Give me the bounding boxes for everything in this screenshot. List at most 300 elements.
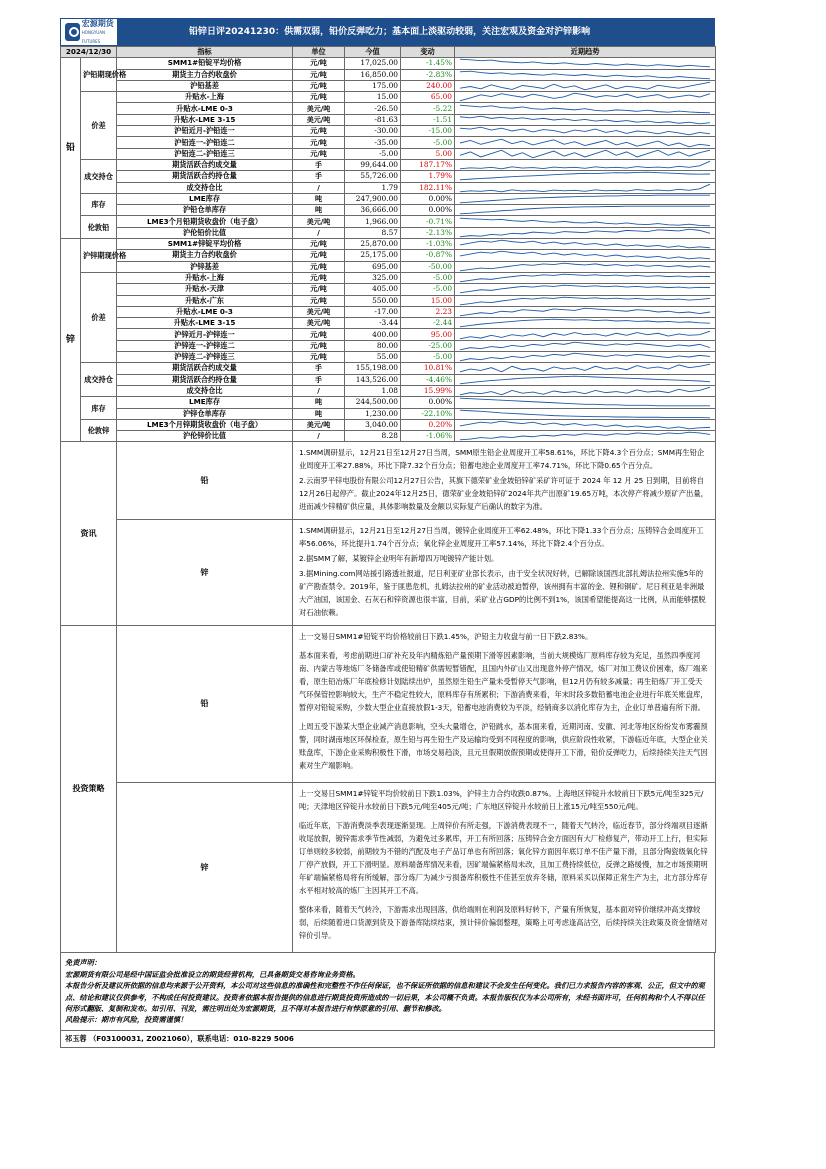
- trend-line-chart: [457, 420, 713, 430]
- indicator-change: 5.00: [401, 148, 455, 159]
- indicator-name: 沪铅连二-沪铅连三: [117, 148, 293, 159]
- indicator-unit: 吨: [293, 397, 345, 408]
- indicator-change: 0.20%: [401, 419, 455, 430]
- indicator-name: 升贴水-上海: [117, 92, 293, 103]
- report-page: [60, 18, 715, 1048]
- strategy-zinc-label: 锌: [117, 783, 293, 953]
- trend-line: [460, 297, 710, 305]
- indicator-change: -0.87%: [401, 250, 455, 261]
- trend-sparkline: [455, 239, 716, 250]
- trend-line-chart: [457, 296, 713, 306]
- indicator-name: 升贴水-LME 0-3: [117, 306, 293, 317]
- trend-line: [460, 399, 710, 407]
- indicator-change: -2.44: [401, 318, 455, 329]
- trend-line: [460, 263, 710, 271]
- trend-sparkline: [455, 205, 716, 216]
- indicator-unit: 元/吨: [293, 239, 345, 250]
- disclaimer-line-3: 风险提示：期市有风险，投资需谨慎！: [65, 1015, 188, 1025]
- strategy-zinc-p3: 整体来看，随着天气转冷，下游需求出现回落，供给端则在利润及原料好转下，产量有所恢复，基本面对锌价继续冲高支撑较弱，后续随着进口货源到货及下游备库陆续结束，预计锌价偏弱整理，策略上可考虑逢高沽空，后续持续关注政策及资金情绪对锌价引导。: [299, 905, 708, 941]
- indicator-name: LME库存: [117, 193, 293, 204]
- trend-sparkline: [455, 103, 716, 114]
- indicator-name: 升贴水-LME 3-15: [117, 318, 293, 329]
- indicator-unit: 元/吨: [293, 69, 345, 80]
- trend-sparkline: [455, 137, 716, 148]
- indicator-name: 成交持仓比: [117, 385, 293, 396]
- trend-sparkline: [455, 329, 716, 340]
- trend-line-chart: [457, 194, 713, 204]
- indicator-unit: 美元/吨: [293, 103, 345, 114]
- trend-line: [460, 274, 710, 282]
- table-row: [61, 239, 716, 250]
- news-lead-label: 铅: [117, 442, 293, 520]
- trend-sparkline: [455, 126, 716, 137]
- indicator-value: -26.50: [345, 103, 401, 114]
- trend-sparkline: [455, 272, 716, 283]
- indicator-change: 15.99%: [401, 385, 455, 396]
- table-row: [61, 397, 716, 408]
- trend-line: [460, 206, 710, 214]
- indicator-name: 沪铅近月-沪铅连一: [117, 126, 293, 137]
- table-row: [61, 329, 716, 340]
- trend-line-chart: [457, 92, 713, 102]
- indicator-unit: 手: [293, 171, 345, 182]
- indicator-change: 95.00: [401, 329, 455, 340]
- trend-line: [460, 218, 710, 226]
- strategy-row-lead: [61, 626, 716, 783]
- trend-sparkline: [455, 182, 716, 193]
- trend-line-chart: [457, 341, 713, 351]
- table-row: [61, 250, 716, 261]
- indicator-change: 2.23: [401, 306, 455, 317]
- indicator-value: -81.63: [345, 114, 401, 125]
- indicator-name: 沪伦铅价比值: [117, 227, 293, 238]
- trend-sparkline: [455, 352, 716, 363]
- group-label: 库存: [81, 397, 117, 420]
- group-label: 成交持仓: [81, 363, 117, 397]
- table-row: [61, 69, 716, 80]
- strategy-zinc-p2: 临近年底，下游消费淡季表现逐渐显现。上周锌价有所走强，下游消费表现不一，随着天气转冷，临近春节，部分终端项目逐渐收尾放假，镀锌需求季节性减弱，为避免过多累库，开工有所回落；压铸锌合金方面因有大厂检修复产，带动开工上行，但实际订单则较多较弱，前期较为不错的汽配及电子产品订单也有所回落；氧化锌方面因年底订单不佳产量下滑，且部分陶瓷级氧化锌厂停产放假，开工下滑明显。原料端备库情况来看，因矿端偏紧格局未改，且加工费持续低位，反弹之路缓慢，加之市场预期明年矿端偏紧格局将有所缓解，部分炼厂为减少亏损备库积极性不佳甚至放弃冬储，原料采买以保障正常生产为主，北方部分库存水平相对较高的炼厂主因其开工不高。: [299, 821, 708, 896]
- indicator-change: 15.00: [401, 295, 455, 306]
- indicator-value: 405.00: [345, 284, 401, 295]
- table-row: [61, 408, 716, 419]
- indicator-value: 175.00: [345, 80, 401, 91]
- trend-line-chart: [457, 262, 713, 272]
- indicator-change: -25.00: [401, 340, 455, 351]
- indicator-change: -50.00: [401, 261, 455, 272]
- trend-sparkline: [455, 227, 716, 238]
- col-change: 变动: [401, 47, 455, 58]
- indicator-value: 80.00: [345, 340, 401, 351]
- table-row: [61, 306, 716, 317]
- group-label: 沪铅期现价格: [81, 58, 117, 92]
- indicator-unit: 吨: [293, 193, 345, 204]
- trend-line-chart: [457, 171, 713, 181]
- indicator-value: 244,500.00: [345, 397, 401, 408]
- indicator-unit: 手: [293, 159, 345, 170]
- indicator-unit: 元/吨: [293, 295, 345, 306]
- indicator-name: 成交持仓比: [117, 182, 293, 193]
- group-label: 库存: [81, 193, 117, 216]
- indicator-name: 期货主力合约收盘价: [117, 69, 293, 80]
- trend-sparkline: [455, 80, 716, 91]
- trend-line-chart: [457, 70, 713, 80]
- group-label: 成交持仓: [81, 159, 117, 193]
- indicator-value: 155,198.00: [345, 363, 401, 374]
- news-lead-p1: 1.SMM调研显示，12月21日至12月27日当周，SMM原生铅企业周度开工率58.61%，环比下降4.3个百分点；SMM再生铅企业周度开工率27.88%，环比下降7.32个百分点；铅蓄电池企业周度开工率74.71%，环比下降0.65个百分点。: [299, 448, 705, 471]
- table-row: [61, 419, 716, 430]
- news-lead-text: [293, 442, 716, 520]
- indicator-change: 187.17%: [401, 159, 455, 170]
- indicator-name: 沪铅仓单库存: [117, 205, 293, 216]
- indicator-change: -15.00: [401, 126, 455, 137]
- indicator-value: -30.00: [345, 126, 401, 137]
- trend-line-chart: [457, 126, 713, 136]
- trend-line-chart: [457, 104, 713, 114]
- table-row: [61, 103, 716, 114]
- table-row: [61, 318, 716, 329]
- table-row: [61, 148, 716, 159]
- strategy-zinc-text: [293, 783, 716, 953]
- trend-line: [460, 195, 710, 203]
- indicator-name: LME3个月锌期货收盘价（电子盘）: [117, 419, 293, 430]
- trend-sparkline: [455, 92, 716, 103]
- trend-line: [460, 71, 710, 79]
- trend-line-chart: [457, 160, 713, 170]
- news-zinc-p3: 3.据Mining.com网站援引路透社报道，尼日利亚矿业部长表示，由于安全状况好转，已解除该国西北部扎姆法拉州实施5年的矿产勘查禁令。2019年，鉴于匪患危机，扎姆法拉州的矿业活动被迫暂停，该州拥有丰富的金、锂和铜矿。尼日利亚是非洲最大产油国，该国金、石灰石和锌资源也很丰富，目前，采矿业占GDP的比例不到1%，该国希望能提高这一比例，从而能够摆脱对石油依赖。: [299, 569, 706, 618]
- trend-line: [460, 410, 710, 418]
- table-row: [61, 261, 716, 272]
- indicator-name: 期货活跃合约持仓量: [117, 374, 293, 385]
- trend-sparkline: [455, 171, 716, 182]
- news-row-lead: [61, 442, 716, 520]
- table-row: [61, 295, 716, 306]
- group-label: 沪锌期现价格: [81, 239, 117, 273]
- trend-line-chart: [457, 115, 713, 125]
- table-row: [61, 340, 716, 351]
- indicator-change: -22.10%: [401, 408, 455, 419]
- table-row: [61, 58, 716, 69]
- indicator-unit: 美元/吨: [293, 216, 345, 227]
- indicator-unit: 元/吨: [293, 58, 345, 69]
- trend-sparkline: [455, 216, 716, 227]
- trend-sparkline: [455, 193, 716, 204]
- trend-sparkline: [455, 318, 716, 329]
- indicator-change: -1.51: [401, 114, 455, 125]
- logo-text: 宏源期货: [81, 18, 114, 28]
- trend-line: [460, 432, 710, 440]
- company-logo: [61, 19, 117, 45]
- indicator-change: -2.83%: [401, 69, 455, 80]
- indicator-unit: 元/吨: [293, 352, 345, 363]
- trend-sparkline: [455, 363, 716, 374]
- trend-line-chart: [457, 183, 713, 193]
- table-row: [61, 205, 716, 216]
- trend-line: [460, 161, 710, 169]
- table-row: [61, 159, 716, 170]
- indicator-unit: 元/吨: [293, 92, 345, 103]
- indicator-change: -5.00: [401, 352, 455, 363]
- indicator-unit: 元/吨: [293, 148, 345, 159]
- indicator-unit: 美元/吨: [293, 318, 345, 329]
- table-row: [61, 385, 716, 396]
- table-row: [61, 114, 716, 125]
- trend-line: [460, 376, 710, 384]
- trend-line: [460, 127, 710, 135]
- strategy-lead-p2: 基本面来看，考虑前期进口矿补充及年内精炼铅产量预期下滑等因素影响，当前大规模炼厂原料库存较为充足，虽然四季度河南、内蒙古等地炼厂冬储备库或使铅精矿供需短暂错配，且国内外矿山又出现意外停产情况，炼厂对加工费议价困难，炼厂端来看，原生铅冶炼厂年底检修计划陆续出炉，虽然原生铅生产量未受暂停天气影响，但12月仍有较多减量；再生铅炼厂开工受天气环保管控影响较大，生产不稳定性较大，原料库存有所累积；下游消费来看，年末时段多数铅蓄电池企业进行年底关账盘库，暂停对铅锭采购，少数大型企业直接放假1-3天，铅蓄电池消费较为平淡，经销商多以消化库存为主，企业订单普遍有所下滑。: [299, 651, 708, 713]
- indicator-change: 240.00: [401, 80, 455, 91]
- metal-label: 铅: [61, 58, 81, 239]
- trend-line-chart: [457, 375, 713, 385]
- indicator-value: 55,726.00: [345, 171, 401, 182]
- trend-line-chart: [457, 239, 713, 249]
- metal-label: 锌: [61, 239, 81, 442]
- trend-sparkline: [455, 148, 716, 159]
- indicator-unit: 美元/吨: [293, 306, 345, 317]
- indicator-change: 65.00: [401, 92, 455, 103]
- indicator-name: 升贴水-LME 3-15: [117, 114, 293, 125]
- table-row: [61, 227, 716, 238]
- table-row: [61, 431, 716, 442]
- indicator-value: -3.44: [345, 318, 401, 329]
- trend-line: [460, 308, 710, 316]
- indicator-change: -1.06%: [401, 431, 455, 442]
- trend-line-chart: [457, 397, 713, 407]
- indicator-unit: 元/吨: [293, 250, 345, 261]
- table-row: [61, 284, 716, 295]
- strategy-lead-text: [293, 626, 716, 783]
- report-header: [60, 18, 715, 46]
- report-title: 铅锌日评20241230：供需双弱，铅价反弹吃力；基本面上淡驱动较弱，关注宏观及资金对沪锌影响: [117, 19, 714, 45]
- indicator-change: -1.45%: [401, 58, 455, 69]
- group-label: 价差: [81, 272, 117, 362]
- trend-sparkline: [455, 159, 716, 170]
- indicator-name: 沪锌基差: [117, 261, 293, 272]
- indicator-name: 期货活跃合约成交量: [117, 363, 293, 374]
- table-row: [61, 126, 716, 137]
- disclaimer: [60, 953, 715, 1030]
- indicator-name: SMM1#铅锭平均价格: [117, 58, 293, 69]
- strategy-lead-p3: 上周五受下游某大型企业减产消息影响，空头大量增仓，沪铅跳水，基本面来看，近期河南、安徽、河北等地区纷纷发布雾霾预警，同时湖南地区环保检查，原生铅与再生铅生产及运输均受到不同程度的影响，供应阶段性收紧，下游临近年底，大型企业关账盘库，下游企业采购积极性下滑，市场交易趋淡，且元旦假期放假预期或使得开工下滑，铅价反弹吃力，后续持续关注天气因素对生产端影响。: [299, 722, 708, 771]
- indicator-unit: /: [293, 182, 345, 193]
- indicator-unit: 元/吨: [293, 80, 345, 91]
- trend-line-chart: [457, 217, 713, 227]
- trend-line-chart: [457, 149, 713, 159]
- news-lead-p2: 2.云南罗平锌电股份有限公司12月27日公告，其旗下德荣矿业金坡铅锌矿采矿许可证于 2024 年 12 月 25 日到期，目前将自12月26日起停产。截止2024年12月25日，德荣矿业金坡铅锌矿2024年共产出原矿19.65万吨，本次停产将减少原矿产出量，进而减少锌精矿供应量，具体影响数量及金额以实际复产后确认的数字为准。: [299, 476, 708, 512]
- indicator-unit: 元/吨: [293, 137, 345, 148]
- table-row: [61, 171, 716, 182]
- indicator-unit: /: [293, 385, 345, 396]
- trend-line-chart: [457, 250, 713, 260]
- indicator-name: 沪锌仓单库存: [117, 408, 293, 419]
- indicator-unit: /: [293, 227, 345, 238]
- trend-line: [460, 184, 710, 192]
- indicator-value: 400.00: [345, 329, 401, 340]
- logo-subtext: HONGYUAN FUTURES: [81, 29, 105, 44]
- trend-line-chart: [457, 409, 713, 419]
- indicator-value: -17.00: [345, 306, 401, 317]
- indicator-unit: 元/吨: [293, 329, 345, 340]
- indicator-value: 36,666.00: [345, 205, 401, 216]
- indicator-value: 16,850.00: [345, 69, 401, 80]
- news-zinc-p1: 1.SMM调研显示，12月21日至12月27日当周，镀锌企业周度开工率62.48%，环比下降1.33个百分点；压铸锌合金周度开工率56.06%，环比提升1.74个百分点；氧化锌企业周度开工率57.14%，环比下降2.4个百分点。: [299, 526, 704, 549]
- indicator-change: 0.00%: [401, 193, 455, 204]
- indicator-value: 1,966.00: [345, 216, 401, 227]
- indicator-name: LME3个月铅期货收盘价（电子盘）: [117, 216, 293, 227]
- trend-sparkline: [455, 114, 716, 125]
- trend-line: [460, 353, 710, 361]
- indicator-change: -2.13%: [401, 227, 455, 238]
- indicator-change: 0.00%: [401, 205, 455, 216]
- trend-line: [460, 229, 710, 237]
- trend-line: [460, 60, 710, 68]
- trend-line-chart: [457, 307, 713, 317]
- trend-line: [460, 240, 710, 248]
- trend-line-chart: [457, 228, 713, 238]
- trend-line-chart: [457, 138, 713, 148]
- col-trend: 近期趋势: [455, 47, 716, 58]
- table-row: [61, 92, 716, 103]
- indicator-name: 升贴水-LME 0-3: [117, 103, 293, 114]
- table-row: [61, 216, 716, 227]
- strategy-lead-label: 铅: [117, 626, 293, 783]
- indicator-name: 期货活跃合约成交量: [117, 159, 293, 170]
- trend-sparkline: [455, 419, 716, 430]
- table-row: [61, 182, 716, 193]
- indicator-name: 期货主力合约收盘价: [117, 250, 293, 261]
- indicator-value: 325.00: [345, 272, 401, 283]
- indicator-value: 695.00: [345, 261, 401, 272]
- indicator-name: 沪铅连一-沪铅连二: [117, 137, 293, 148]
- table-row: [61, 193, 716, 204]
- trend-line: [460, 365, 710, 373]
- disclaimer-line-2: 本报告分析及建议所依据的信息均来源于公开资料，本公司对这些信息的准确性和完整性不作任何保证，也不保证所依据的信息和建议不会发生任何变化。我们已力求报告内容的客观、公正，但文中的观点、结论和建议仅供参考，不构成任何投资建议。投资者依据本报告提供的信息进行期货投资所造成的一切后果，本公司概不负责。本报告版权仅为本公司所有，未经书面许可，任何机构和个人不得以任何形式翻版、复制和发布。如引用、刊发，需注明出处为宏源期货，且不得对本报告进行有悖原意的引用、删节和修改。: [65, 981, 705, 1014]
- indicator-value: 15.00: [345, 92, 401, 103]
- indicator-unit: 手: [293, 374, 345, 385]
- logo-icon: [65, 23, 80, 41]
- table-row: [61, 137, 716, 148]
- indicator-value: 550.00: [345, 295, 401, 306]
- table-row: [61, 80, 716, 91]
- news-zinc-label: 锌: [117, 520, 293, 626]
- indicator-name: 沪伦锌价比值: [117, 431, 293, 442]
- news-zinc-p2: 2.据SMM了解，某镀锌企业明年有新增四万吨镀锌产能计划。: [299, 554, 499, 564]
- indicator-name: 升贴水-广东: [117, 295, 293, 306]
- indicator-value: 3,040.00: [345, 419, 401, 430]
- col-indicator: 指标: [117, 47, 293, 58]
- indicator-unit: 元/吨: [293, 284, 345, 295]
- trend-line: [460, 286, 710, 294]
- indicator-value: 1.79: [345, 182, 401, 193]
- trend-line-chart: [457, 431, 713, 441]
- trend-line: [460, 421, 710, 429]
- trend-sparkline: [455, 58, 716, 69]
- trend-line: [460, 105, 710, 113]
- trend-line-chart: [457, 273, 713, 283]
- trend-line-chart: [457, 284, 713, 294]
- indicator-unit: 美元/吨: [293, 114, 345, 125]
- trend-line-chart: [457, 205, 713, 215]
- indicator-change: -5.00: [401, 284, 455, 295]
- indicator-name: 沪铅基差: [117, 80, 293, 91]
- indicator-value: 8.57: [345, 227, 401, 238]
- trend-sparkline: [455, 431, 716, 442]
- trend-line: [460, 173, 710, 181]
- indicator-name: 期货活跃合约持仓量: [117, 171, 293, 182]
- trend-sparkline: [455, 408, 716, 419]
- indicator-name: 升贴水-上海: [117, 272, 293, 283]
- table-row: [61, 363, 716, 374]
- trend-line-chart: [457, 363, 713, 373]
- trend-line: [460, 319, 710, 327]
- trend-line: [460, 331, 710, 339]
- indicator-change: -5.00: [401, 272, 455, 283]
- indicator-name: LME库存: [117, 397, 293, 408]
- indicator-unit: 吨: [293, 205, 345, 216]
- indicator-name: 沪锌近月-沪锌连一: [117, 329, 293, 340]
- indicator-unit: 元/吨: [293, 261, 345, 272]
- group-label: 伦敦锌: [81, 419, 117, 442]
- trend-sparkline: [455, 69, 716, 80]
- indicator-value: 143,526.00: [345, 374, 401, 385]
- indicator-name: 沪锌连二-沪锌连三: [117, 352, 293, 363]
- indicator-value: 25,175.00: [345, 250, 401, 261]
- indicator-change: -0.71%: [401, 216, 455, 227]
- trend-line-chart: [457, 58, 713, 68]
- indicator-value: -5.00: [345, 148, 401, 159]
- trend-line: [460, 116, 710, 124]
- indicator-name: 沪锌连一-沪锌连二: [117, 340, 293, 351]
- trend-line: [460, 94, 710, 102]
- trend-line-chart: [457, 318, 713, 328]
- strategy-zinc-p1: 上一交易日SMM1#锌锭平均价较前日下跌1.03%，沪锌主力合约收跌0.87%。上海地区锌锭升水较前日下跌5元/吨至325元/吨；天津地区锌锭升水较前日下跌5元/吨至405元/吨；广东地区锌锭升水较前日上涨15元/吨至550元/吨。: [299, 789, 704, 812]
- trend-line-chart: [457, 352, 713, 362]
- indicator-value: 99,644.00: [345, 159, 401, 170]
- trend-sparkline: [455, 306, 716, 317]
- trend-sparkline: [455, 374, 716, 385]
- group-label: 价差: [81, 92, 117, 160]
- trend-sparkline: [455, 397, 716, 408]
- indicator-unit: 元/吨: [293, 272, 345, 283]
- indicator-change: -5.00: [401, 137, 455, 148]
- trend-line-chart: [457, 330, 713, 340]
- indicator-change: 182.11%: [401, 182, 455, 193]
- indicator-name: 升贴水-天津: [117, 284, 293, 295]
- news-section-label: 资讯: [61, 442, 117, 626]
- indicator-value: 17,025.00: [345, 58, 401, 69]
- trend-line: [460, 82, 710, 90]
- analyst-signature: 祁玉蓉 （F03100031, Z0021060），联系电话：010-8229 5006: [60, 1031, 715, 1048]
- indicator-change: -4.46%: [401, 374, 455, 385]
- indicator-value: 247,900.00: [345, 193, 401, 204]
- col-value: 今值: [345, 47, 401, 58]
- trend-sparkline: [455, 340, 716, 351]
- disclaimer-title: 免责声明：: [65, 958, 101, 968]
- table-header-row: [61, 47, 716, 58]
- trend-sparkline: [455, 295, 716, 306]
- indicator-value: -35.00: [345, 137, 401, 148]
- indicator-change: 1.79%: [401, 171, 455, 182]
- indicator-table: [60, 46, 716, 953]
- trend-sparkline: [455, 250, 716, 261]
- trend-line: [460, 252, 710, 260]
- indicator-unit: 手: [293, 363, 345, 374]
- indicator-unit: 美元/吨: [293, 419, 345, 430]
- col-unit: 单位: [293, 47, 345, 58]
- strategy-row-zinc: [61, 783, 716, 953]
- news-zinc-text: [293, 520, 716, 626]
- indicator-unit: 元/吨: [293, 126, 345, 137]
- trend-sparkline: [455, 284, 716, 295]
